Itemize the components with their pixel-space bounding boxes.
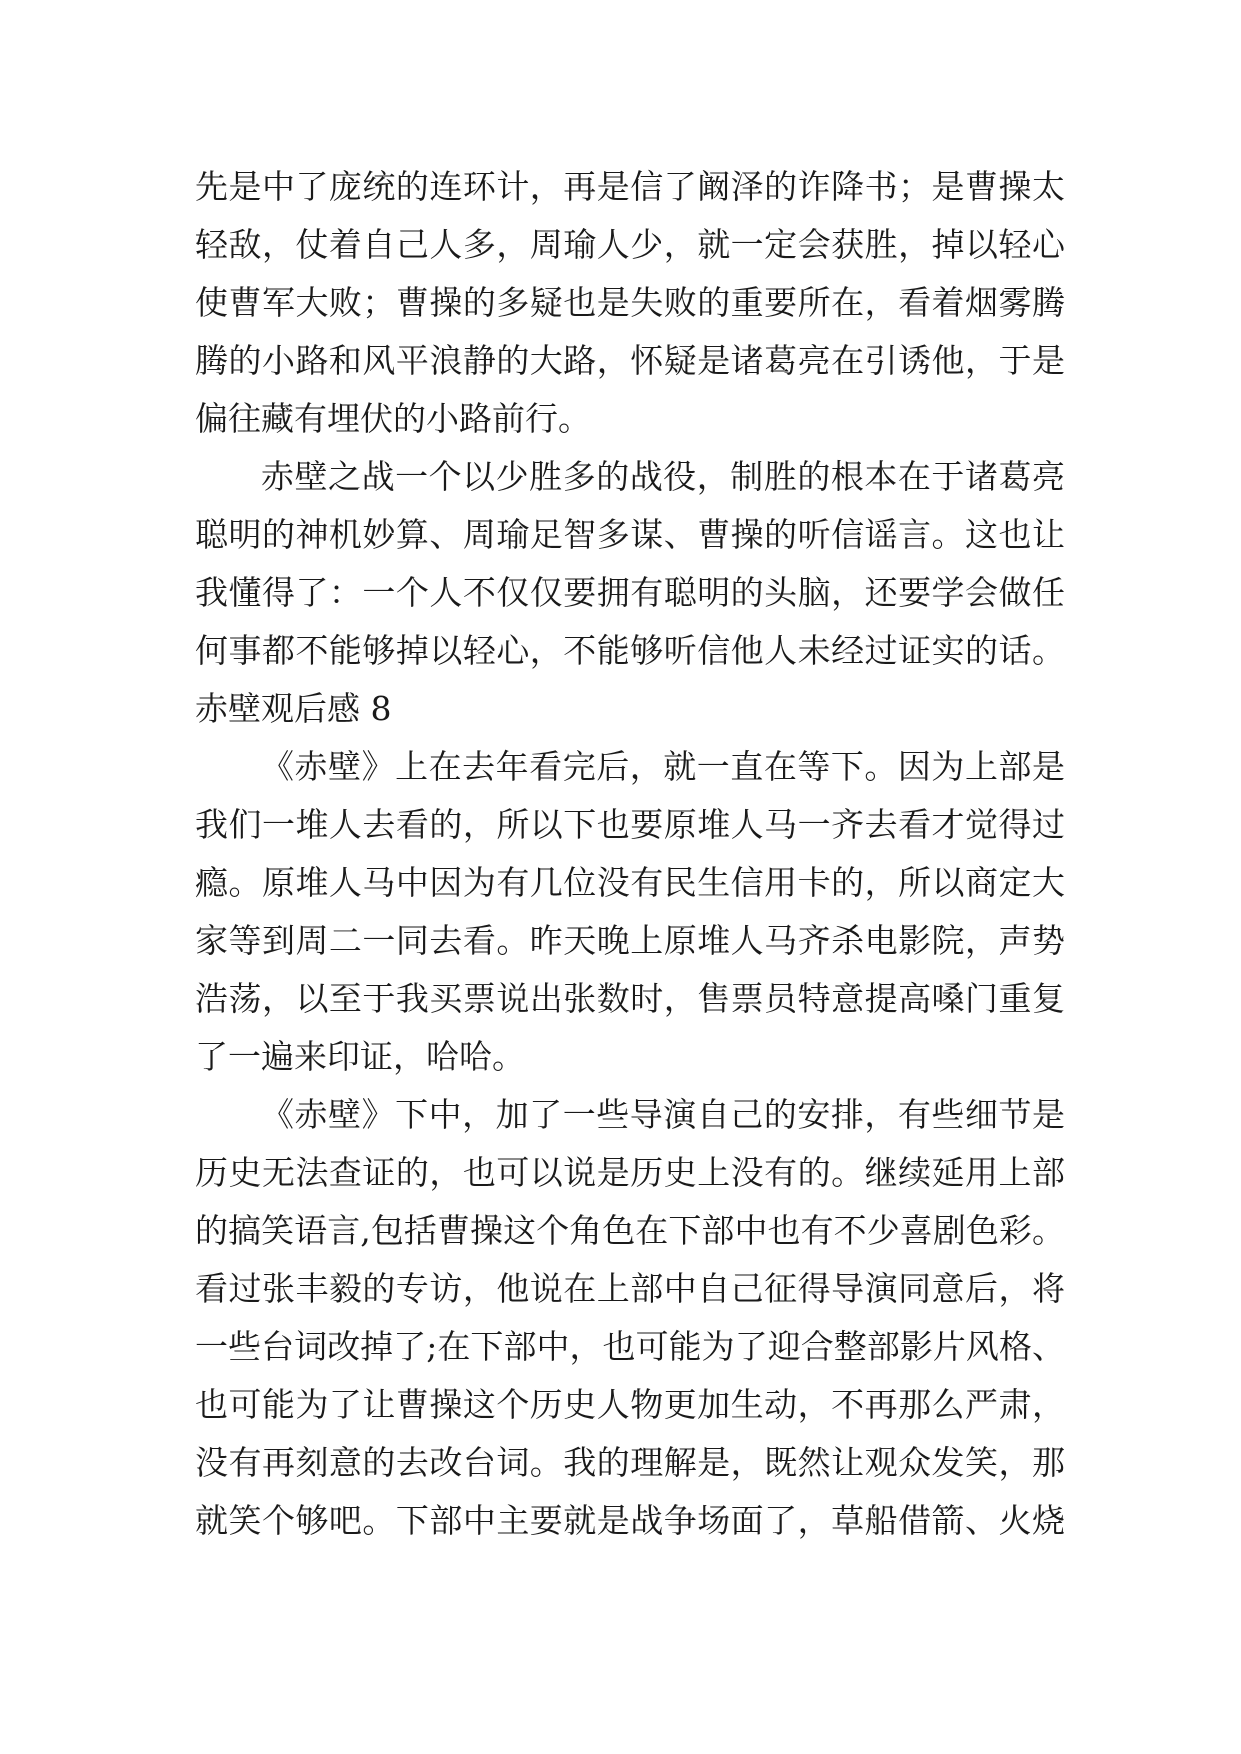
text-line: 我懂得了：一个人不仅仅要拥有聪明的头脑，还要学会做任 [195, 573, 1065, 612]
text-line: 我们一堆人去看的，所以下也要原堆人马一齐去看才觉得过 [195, 805, 1065, 844]
text-line: 腾的小路和风平浪静的大路，怀疑是诸葛亮在引诱他，于是 [195, 341, 1065, 380]
text-line: 一些台词改掉了;在下部中，也可能为了迎合整部影片风格、 [195, 1327, 1065, 1366]
text-line: 历史无法查证的，也可以说是历史上没有的。继续延用上部 [195, 1153, 1065, 1192]
text-line: 何事都不能够掉以轻心，不能够听信他人未经过证实的话。 [195, 631, 1065, 670]
text-line: 也可能为了让曹操这个历史人物更加生动，不再那么严肃， [195, 1385, 1065, 1424]
document-body [195, 158, 1065, 1550]
paragraph-start-line: 赤壁之战一个以少胜多的战役，制胜的根本在于诸葛亮 [261, 457, 1065, 496]
text-line: 浩荡，以至于我买票说出张数时，售票员特意提高嗓门重复 [195, 979, 1065, 1018]
text-line: 了一遍来印证，哈哈。 [195, 1037, 525, 1076]
text-line: 轻敌，仗着自己人多，周瑜人少，就一定会获胜，掉以轻心 [195, 225, 1065, 264]
text-line: 使曹军大败；曹操的多疑也是失败的重要所在，看着烟雾腾 [195, 283, 1065, 322]
text-line: 看过张丰毅的专访，他说在上部中自己征得导演同意后，将 [195, 1269, 1065, 1308]
text-line: 偏往藏有埋伏的小路前行。 [195, 399, 591, 438]
text-line: 就笑个够吧。下部中主要就是战争场面了，草船借箭、火烧 [195, 1501, 1065, 1540]
paragraph-start-line: 《赤壁》上在去年看完后，就一直在等下。因为上部是 [261, 747, 1065, 786]
text-line: 的搞笑语言,包括曹操这个角色在下部中也有不少喜剧色彩。 [195, 1211, 1065, 1250]
text-line: 聪明的神机妙算、周瑜足智多谋、曹操的听信谣言。这也让 [195, 515, 1065, 554]
text-line: 先是中了庞统的连环计，再是信了阚泽的诈降书；是曹操太 [195, 167, 1065, 206]
text-line: 家等到周二一同去看。昨天晚上原堆人马齐杀电影院，声势 [195, 921, 1065, 960]
text-line: 瘾。原堆人马中因为有几位没有民生信用卡的，所以商定大 [195, 863, 1065, 902]
paragraph-start-line: 《赤壁》下中，加了一些导演自己的安排，有些细节是 [261, 1095, 1065, 1134]
text-line: 没有再刻意的去改台词。我的理解是，既然让观众发笑，那 [195, 1443, 1065, 1482]
section-heading: 赤壁观后感 8 [195, 689, 392, 728]
